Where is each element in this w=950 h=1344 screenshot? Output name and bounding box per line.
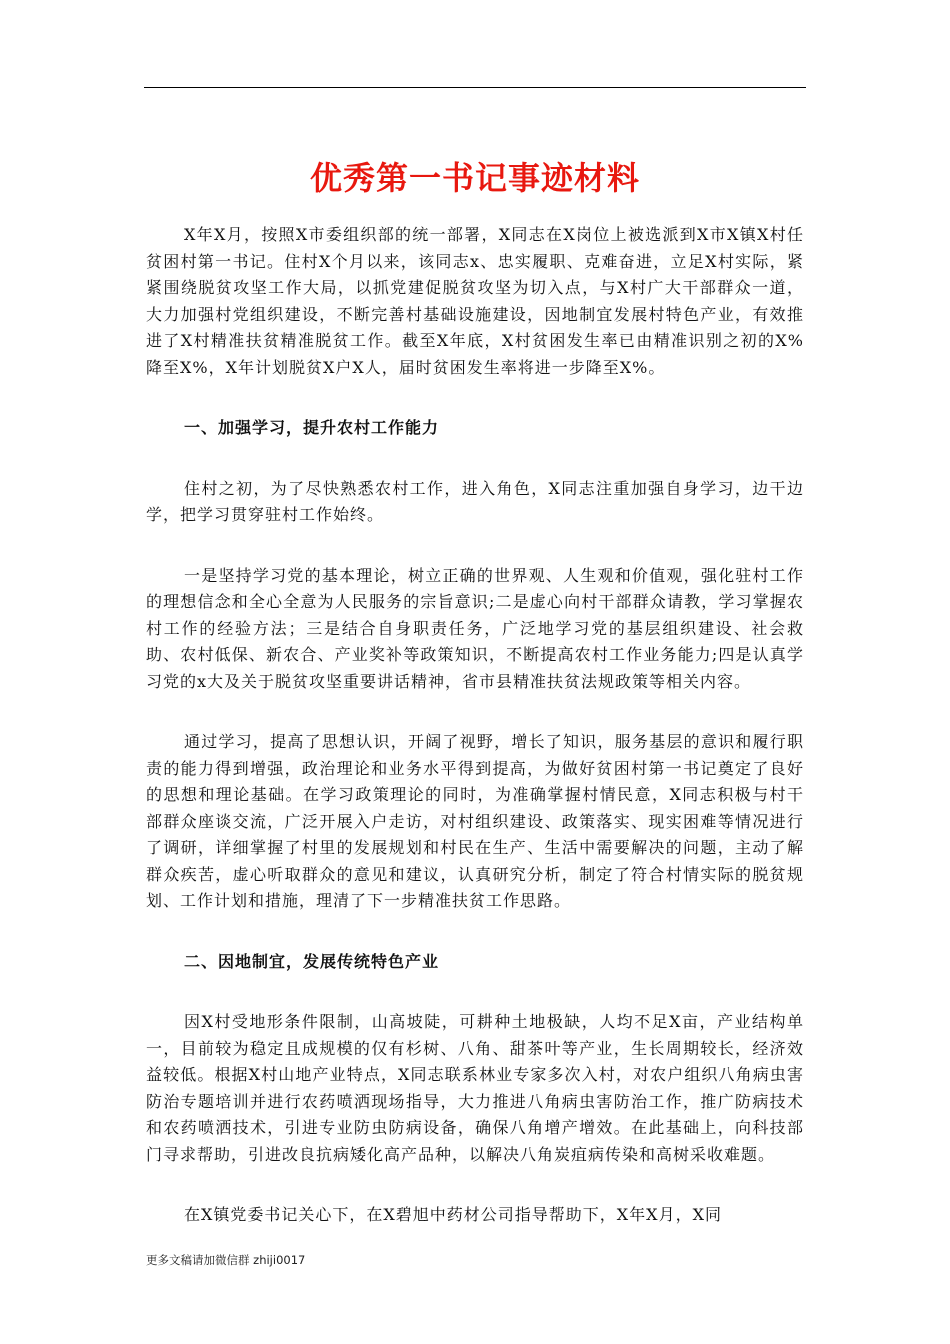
- intro-paragraph: X年X月，按照X市委组织部的统一部署，X同志在X岗位上被选派到X市X镇X村任贫困村第一书记。住村X个月以来，该同志x、忠实履职、克难奋进，立足X村实际，紧紧围绕脱贫攻坚工作大局，以抓党建促脱贫攻坚为切入点，与X村广大干部群众一道，大力加强村党组织建设，不断完善村基础设施建设，因地制宜发展村特色产业，有效推进了X村精准扶贫精准脱贫工作。截至X年底，X村贫困发生率已由精准识别之初的X%降至X%，X年计划脱贫X户X人，届时贫困发生率将进一步降至X%。: [146, 225, 804, 377]
- section1-paragraph-3: 通过学习，提高了思想认识，开阔了视野，增长了知识，服务基层的意识和履行职责的能力得到增强，政治理论和业务水平得到提高，为做好贫困村第一书记奠定了良好的思想和理论基础。在学习政策理论的同时，为准确掌握村情民意，X同志积极与村干部群众座谈交流，广泛开展入户走访，对村组织建设、政策落实、现实困难等情况进行了调研，详细掌握了村里的发展规划和村民在生产、生活中需要解决的问题，主动了解群众疾苦，虚心听取群众的意见和建议，认真研究分析，制定了符合村情实际的脱贫规划、工作计划和措施，理清了下一步精准扶贫工作思路。: [146, 732, 804, 910]
- header-rule: [144, 87, 806, 88]
- section2-paragraph-2: 在X镇党委书记关心下，在X碧旭中药材公司指导帮助下，X年X月，X同: [184, 1205, 722, 1224]
- document-title: 优秀第一书记事迹材料: [309, 159, 640, 197]
- section-heading-2: 二、因地制宜，发展传统特色产业: [184, 951, 440, 971]
- section1-paragraph-2: 一是坚持学习党的基本理论，树立正确的世界观、人生观和价值观，强化驻村工作的理想信念和全心全意为人民服务的宗旨意识;二是虚心向村干部群众请教，学习掌握农村工作的经验方法；三是结合自身职责任务，广泛地学习党的基层组织建设、社会救助、农村低保、新农合、产业奖补等政策知识，不断提高农村工作业务能力;四是认真学习党的x大及关于脱贫攻坚重要讲话精神，省市县精准扶贫法规政策等相关内容。: [146, 565, 804, 691]
- section1-paragraph-1: 住村之初，为了尽快熟悉农村工作，进入角色，X同志注重加强自身学习，边干边学，把学习贯穿驻村工作始终。: [146, 478, 804, 524]
- footer-note: 更多文稿请加微信群 zhiji0017: [146, 1253, 306, 1267]
- section-heading-1: 一、加强学习，提升农村工作能力: [184, 418, 440, 437]
- section2-paragraph-1: 因X村受地形条件限制，山高坡陡，可耕种土地极缺，人均不足X亩，产业结构单一，目前较为稳定且成规模的仅有杉树、八角、甜茶叶等产业，生长周期较长，经济效益较低。根据X村山地产业特点，X同志联系林业专家多次入村，对农户组织八角病虫害防治专题培训并进行农药喷洒现场指导，大力推进八角病虫害防治工作，推广防病技术和农药喷洒技术，引进专业防虫防病设备，确保八角增产增效。在此基础上，向科技部门寻求帮助，引进改良抗病矮化高产品种，以解决八角炭疽病传染和高树采收难题。: [146, 1012, 804, 1164]
- document-body: [146, 222, 804, 1263]
